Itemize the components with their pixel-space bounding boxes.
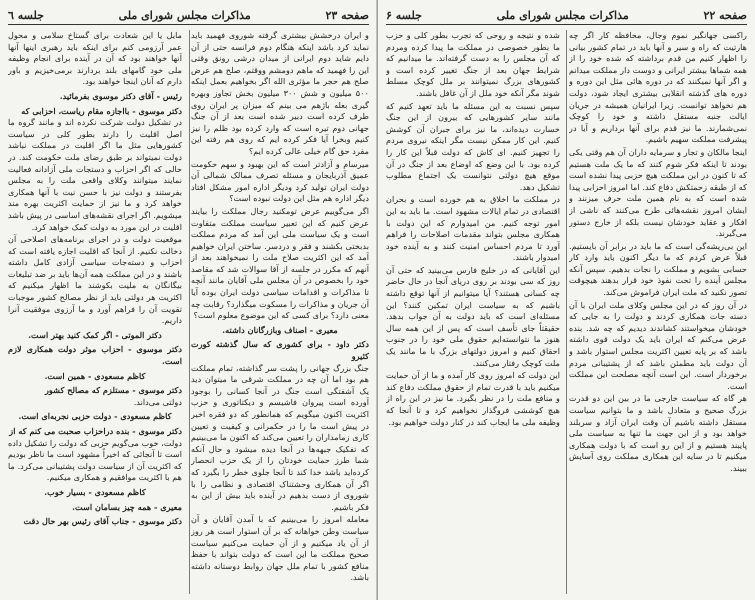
paragraph: سپس نسبت به این مسئله ما باید تعهد کنیم که مانند سایر کشورهایی که بیرون از این جنگ خسارت دیده‌اند، ما نیز برای جبران آن کوشش کنیم. این کار ممکن نیست مگر اینکه نیروی مردم را تجهیز کنیم. ای کاش که دولت قبلاً این کار را کرده بود. با این وضع که اوضاع بعد از جنگ در آن موقع هیچ دولتی نتوانست یک اجتماع مطلوب تشکیل دهد. [386,100,560,192]
paragraph: این آقایانی که در خلیج فارس می‌بینید که حتی آن روز که سی بودند بر روی دریای آنجا در حال حاضر چه کسانی هستند؟ آیا میتوانیم از آنها توقع داشته باشیم که به سیاست ایران تمکین کنند؟ این مسئله‌ای است که باید دولت به آن جواب بدهد. حقیقتاً جای تأسف است که پس از این همه سال هنوز ما نتوانسته‌ایم حقوق ملی خود را در جنوب احقاق کنیم و امروز دولتهای بزرگ با ما مانند یک ملت کوچک رفتار می‌کنند. [386,264,560,368]
left-page-header [8,6,369,25]
speaker-line: معیری - اصناف وبازرگانان داشته. [222,324,338,335]
speaker-line: کاظم مسعودی - همین است. [44,370,146,381]
right-page-header [386,6,747,25]
speaker-line: دکتر موسوی - بااجازه مقام ریاست، احزابی که [21,105,182,116]
paragraph: موقعیت دولت و در اجرای برنامه‌های اصلاحی آن دخالت نکنیم. از آنجا که اقلیت اجازه یافته است که احزاب و دسته‌جات سیاسی آزادی کامل داشته باشند و در این مملکت همه آن‌ها باید بر ضد تبلیغات بیگانگان به ملیت بکوشند ما اظهار میکنیم که اکثریت هر دولتی باید از نظر مصالح کشور موجبات تقویت آن را فراهم آورد و ما آرزوی موفقیت آنرا داریم. [8,234,182,326]
paragraph: اینجا مالکان و تجار و سرمایه داران آن هم وقتی یکی بودند تا اینکه فکر شوم کنند که ما یک ملت هستیم که تا کنون در این مملکت هیچ حزبی پیدا نشده است که از طبقه زحمتکش دفاع کند. اما امروز احزابی پیدا شده است که به نام همین ملت حرف میزنند و ایشان امروز نقشه‌هائی طرح می‌کنند که ناشی از افکار و عقاید خودشان نیست بلکه از خارج دستور می‌گیرند. [569,146,747,239]
text-column-right [191,30,369,594]
page-number: صفحه ۲۳ [325,8,369,22]
speaker-line: کاظم مسعودی - بسیار خوب. [44,486,146,497]
paragraph: معامله امروز را می‌بینیم که با آمدن آقایان و آن سیاست وطن خواهانه که بر آن استوار است هر روز از آن یاد میکنیم و از آن حمایت می‌کنیم سیاست صحیح مملکت ما این است که دولت بتواند با حفظ منافع کشور با تمام ملل جهان روابط دوستانه داشته باشد. [191,514,369,583]
page-title: مذاکرات مجلس شورای ملی [118,8,251,22]
paragraph: در تشکیل دولت شرکت نکرده اند و مانند گروه ما اصل اقلیت را دارند بطور کلی در سیاست کشورهایی مثل ما اگر اقلیت در مملکت نباشد دولت نمیتواند بر طبق رضای ملت حکومت کند. در حالی که اگر احزاب و دستجات ملی آزادانه فعالیت نمایند میتوانند وکلای واقعی ملت را به مجلس بفرستند و دولت نیز با حسن نیت با آنها همکاری خواهد کرد و ما نیز از حمایت اکثریت بهره مند میشویم. اگر اجرای نقشه‌های اساسی در پیش باشد اقلیت در این مورد به دولت کمک خواهد کرد. [8,117,182,232]
paragraph: جنگ بزرگ جهانی را پشت سر گذاشته، تمام مملکت هم بود اما آن چه در مملکت شرقی ما میتوان دید یک آشفتگی است جنگ در آنجا کسانی را بوجود آورده است پیروان فاشیسم و دیکتاتوری و حزب اکثریت اکنون میگویم که همانطور که دو فقره اخیر در پیش است ما را در حکمرانی و کیفیت و تعیین کاری زمامداران را تعیین می‌کند که اکنون ما می‌بینیم که تفکیک جبهه‌ها در آنجا دیده میشود و حال آنکه شما طرز حمایت خودتان را از یک حزب انحصار کرده‌اید باشد خدا کند تا آنجا جلوی خطر را بگیرد که اگر آن همکاری وحشتناک اقتصادی و نظامی را با شوروی از دست بدهیم در آینده باید بیش از این به فکر باشیم. [191,362,369,512]
speaker-line: دکتر موسوی - احزاب موثر دولت همکاری لازم است. [8,344,182,367]
paragraph: اگر می‌گوییم عرض تومکنید رجال مملکت را بیایند عرض کنیم که این تعبیر سیاست مملکت متفاوت است و یک سیاست ملی این آمد که مردم مملکت بدبختی بکشند و فقر و دردسر. ساختن ایران خواهیم آمد که این اکثریت صلاح ملت را نمیخواهند بعد از آنهم که مکرر در جلسه از آقا سوالات شد که مقاصد خود را بخصوص در آن مجلس ملی آقایان مانند آنچه تا مذاکرات و اقدامات سیاسی دولت ایران بوده آیا آن جریان و مذاکرات را مسکوت میگذارد؟ رقابت چه معنی دارد؟ برای کسی که این موضوع معلوم است؟ [191,205,369,321]
right-page [378,0,755,600]
session-number: جلسه ۶ [386,8,422,22]
paragraph: این بی‌ریشه‌گی است که ما باید در برابر آن بایستیم. قبلاً عرض کردم که ما دیگر اکنون باید وارد کار حسابی بشویم و مملکت را نجات بدهیم. سپس آنکه مجلس آینده را تحت نفوذ خود قرار بدهند هیچوقت تصور نکنید که ملت ایران فراموش می‌کند. [569,240,747,298]
page-title: مذاکرات مجلس شورای ملی [496,8,629,22]
right-page-columns [386,30,747,594]
column-divider [566,30,567,594]
text-column-left [8,30,182,594]
column-divider [189,30,190,594]
text-column-right [569,30,747,594]
text-column-left [386,30,560,594]
speaker-line: دکتر موسوی - بنده دراحزاب صحبت می کنم که از [9,426,182,436]
page-number: صفحه ۲۲ [703,8,747,22]
paragraph: دولتی می‌داند. [133,396,182,407]
paragraph: شده و نتیجه و روحی که تجرب بطور کلی و حزب ما بطور خصوصی در مملکت ما پیدا کرده ومردم که آن مجلس را به دست گرفته‌اند. ما میدانیم که شرایط جهان بعد از جنگ تغییر کرده است و کشورهای بزرگ نمیتوانند بر ملل کوچک مسلط شوند مگر آنکه خود ملل از آن غافل باشند. [386,30,560,98]
speaker-line: رئیس - آقای دکتر موسوی بفرمائید. [59,90,182,101]
paragraph: این دولت که امروز روی کار آمده و ما از آن حمایت میکنیم باید با قدرت تمام از حقوق مملکت دفاع کند و منافع ملت را در نظر بگیرد. ما نیز در این راه از هیچ کوششی فروگذار نخواهیم کرد و تا آنجا که وظیفه ملی ما ایجاب کند در کنار دولت خواهیم بود. [386,370,560,427]
paragraph: مایل یا این شعادت برای گستاخ سلامی و محول عمر آرزومی کنم برای اینکه باید رهبری اینها آنها آنها خواهند بود که آن در آینده برای انجام وظیفه ملی خود گامهای بلند بردارند برمی‌خیزیم و باور دارم که آنان اینجا خواهند بود. [8,30,182,87]
paragraph: در آن روز که در این مجلس وکلای ملت ایران با آن دسته جات همکاری کردند و دولت را به جایی که خودشان میخواستند کشاندند دیدیم که چه شد. بنده عرض می‌کنم که ایران باید یک دولت قوی داشته باشد که بر پایه تعیین اکثریت مجلس استوار باشد و آن دولت باید مطمئن باشد که از پشتیبانی مردم برخوردار است. این است آنچه مصلحت این مملکت است. [569,299,747,391]
session-number: جلسه ٦ [8,8,44,22]
paragraph: در مملکت ما اخلاق به هم خورده است و بحران اقتصادی در تمام ایالات مشهود است. ما باید به این امور توجه کنیم. من امیدوارم که این دولت با همکاری مجلس بتواند مقدمات اصلاحات را فراهم آورد تا مردم احساس امنیت کنند و به آینده خود امیدوار باشند. [386,194,560,263]
speaker-line: دکتر داود - برای کشوری که سال گذشته کورت کثیرو [191,339,369,362]
paragraph: میرسام و آزادتر است که این بهبود و سهم حکومت عمیق آذربایجان و مسئله تصرف ممالک شمالی آن دولت ایران تولید کرد ودیگر اداره امور مشکل افتاد دیگر اداره هم مثل این دولت نبوده است؟ [191,158,369,204]
speaker-line: دکتر الموتی - اگر کمک کنید بهتر است. [28,329,162,340]
paragraph: راکسی جهانگیر نموم وجال، محافظه کار اگر چه هارتیت که راه و سیر و آنها باید در تمام کشور بیانی را اظهار کنیم من قدم برداشته که شده خود را از همه شماها بیشتر ایرانی و دوست دار مملکت میدانم و اگر آنها نمیکنند که در دوره هائی مثل این دوره و دوره های گذشته انقلابی بیشتری ایجاد شود، دولت هم نخواهد توانست. زیرا ایرانیان همیشه در جریان ایالت جنبه مستقل داشته و خود را کوچک نمی‌شمارند. ما نیز قدم برای آنها برداریم و آیا در پیشرفت مملکت سهیم باشیم. [569,30,747,145]
left-page-columns [8,30,369,594]
speaker-line: معیری - همه چیز بسامان است. [72,501,182,512]
speaker-line: دکتر موسوی - جناب آقای رئیس بهر حال دقت [23,516,182,527]
paragraph: هر گاه که سیاست خارجی ما در بین این دو قدرت بزرگ صحیح و متعادل باشد و ما بتوانیم سیاست مستقل داشته باشیم آن وقت ایران آزاد و سربلند خواهد بود و از این جهت ما تنها به سیاست ملی پایبند هستیم و از این رو است که با دولت همکاری میکنیم تا در سایه این همکاری مملکت روی آسایش ببیند. [569,393,747,473]
speaker-line: کاظم مسعودی - دولت حزبی نجربه‌ای است. [18,411,172,422]
speaker-line: دکتر موسوی - مستلزم که مصالح کشور [44,385,182,396]
paragraph: دولت، خوب می‌گویم حزبی که دولت را تشکیل داده است تا آنجائی که اخیراً مشهود است ما ناظر بودیم که اکثریت آن از سیاست دولت پشتیبانی می‌کرد. ما هم با اکثریت موافقیم و همکاری میکنیم. [8,437,182,483]
paragraph: و ایران درخشش بیشتری گرفته شوروی فهمید باید نماید کرد باشد اینکه هنگام دوم فرانسه حتی از آن دایم شاید دوم ایرانی از میدان درشی رونق وقتی این را فهمید که ماهم دومشم ووقتم، صلح هم عرض صلح هم حجر ما مؤثری الله اگر بخواهیم بعمل اینکه ۵۰۰ میلیون و شش ۳۰۰ میلیون بخش تجاوز وبهره گیری بعله باژهم می بینم که میزان پر ایران روی طرف کرده است دبیر شده است بعد از آن جنگ جهانی دوم تیره است که وارد کرده بود ظلم را نیز کنیم وبخرا آیا فکر کرده ایم که روی هم رفته این مفرد حق گام خیلی عالی کرده ایم؟ [191,30,369,156]
